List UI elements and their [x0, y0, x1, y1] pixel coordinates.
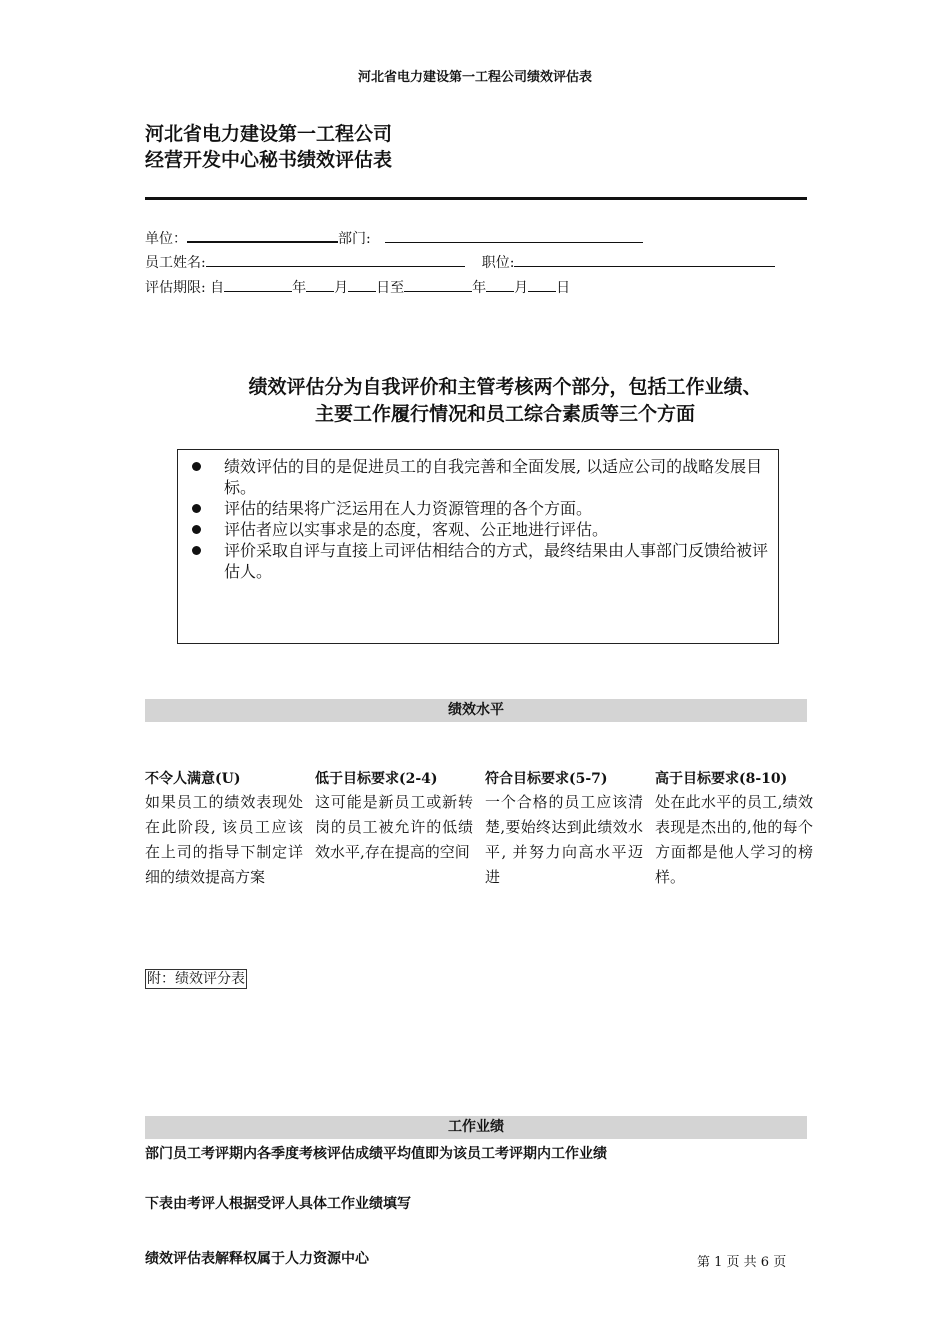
bullet-icon	[192, 525, 201, 534]
level-below-target	[315, 768, 473, 865]
headline-line1: 绩效评估分为自我评价和主管考核两个部分，包括工作业绩、	[248, 376, 762, 398]
start-day-field[interactable]	[348, 277, 376, 292]
form-title: 经营开发中心秘书绩效评估表	[145, 149, 393, 171]
list-item	[178, 519, 778, 540]
appendix-link[interactable]: 附：绩效评分表	[147, 971, 245, 987]
end-day-field[interactable]	[528, 277, 556, 292]
level-unsatisfactory	[145, 768, 303, 890]
position-label: 职位:	[481, 255, 515, 271]
start-month-field[interactable]	[306, 277, 334, 292]
note-text: 绩效评估的目的是促进员工的自我完善和全面发展, 以适应公司的战略发展目标。	[224, 457, 763, 497]
end-month-field[interactable]	[486, 277, 514, 292]
unit-field[interactable]	[187, 227, 338, 243]
dept-label: 部门:	[338, 231, 371, 247]
bullet-icon	[192, 546, 201, 555]
footer-note: 绩效评估表解释权属于人力资源中心	[145, 1251, 369, 1267]
level-title: 符合目标要求(5-7)	[485, 771, 608, 787]
headline-line2: 主要工作履行情况和员工综合素质等三个方面	[314, 403, 695, 425]
level-description: 一个合格的员工应该清楚,要始终达到此绩效水平, 并努力向高水平迈进	[485, 793, 643, 886]
level-title: 低于目标要求(2-4)	[315, 771, 438, 787]
note-text: 评价采取自评与直接上司评估相结合的方式，最终结果由人事部门反馈给被评估人。	[224, 541, 769, 581]
title-divider	[145, 197, 807, 200]
bullet-icon	[192, 462, 201, 471]
work-performance-band: 工作业绩	[145, 1116, 807, 1139]
unit-label: 单位：	[145, 231, 187, 247]
page-number: 第 1 页 共 6 页	[697, 1255, 787, 1270]
list-item	[178, 498, 778, 519]
level-description: 处在此水平的员工,绩效表现是杰出的,他的每个方面都是他人学习的榜样。	[655, 793, 813, 886]
list-item	[178, 540, 778, 582]
note-text: 评估者应以实事求是的态度，客观、公正地进行评估。	[224, 520, 609, 539]
period-label: 评估期限: 自	[145, 280, 225, 296]
level-title: 高于目标要求(8-10)	[655, 771, 788, 787]
name-label: 员工姓名:	[145, 255, 206, 271]
notes-box	[177, 449, 779, 644]
month-label: 月	[334, 280, 349, 296]
year-label: 年	[292, 280, 307, 296]
position-field[interactable]	[514, 252, 775, 267]
note-text: 评估的结果将广泛运用在人力资源管理的各个方面。	[224, 499, 593, 518]
day-label: 日	[556, 280, 571, 296]
work-instruction: 下表由考评人根据受评人具体工作业绩填写	[145, 1196, 411, 1212]
start-year-field[interactable]	[224, 277, 292, 292]
performance-level-band: 绩效水平	[145, 699, 807, 722]
level-description: 如果员工的绩效表现处在此阶段, 该员工应该在上司的指导下制定详细的绩效提高方案	[145, 793, 303, 886]
running-header: 河北省电力建设第一工程公司绩效评估表	[357, 70, 592, 85]
year-label: 年	[472, 280, 487, 296]
bullet-icon	[192, 504, 201, 513]
unit-dept-row	[145, 227, 643, 249]
level-title: 不令人满意(U)	[145, 771, 241, 787]
name-position-row	[145, 252, 775, 273]
list-item	[178, 456, 778, 498]
work-description: 部门员工考评期内各季度考核评估成绩平均值即为该员工考评期内工作业绩	[145, 1146, 607, 1162]
company-title: 河北省电力建设第一工程公司	[145, 123, 393, 145]
dept-field[interactable]	[385, 228, 643, 243]
day-to-label: 日至	[376, 280, 405, 296]
level-description: 这可能是新员工或新转岗的员工被允许的低绩效水平,存在提高的空间	[315, 793, 473, 861]
period-row	[145, 277, 570, 298]
level-above-target	[655, 768, 813, 890]
name-field[interactable]	[206, 252, 465, 267]
end-year-field[interactable]	[404, 277, 472, 292]
month-label: 月	[514, 280, 529, 296]
level-meets-target	[485, 768, 643, 890]
